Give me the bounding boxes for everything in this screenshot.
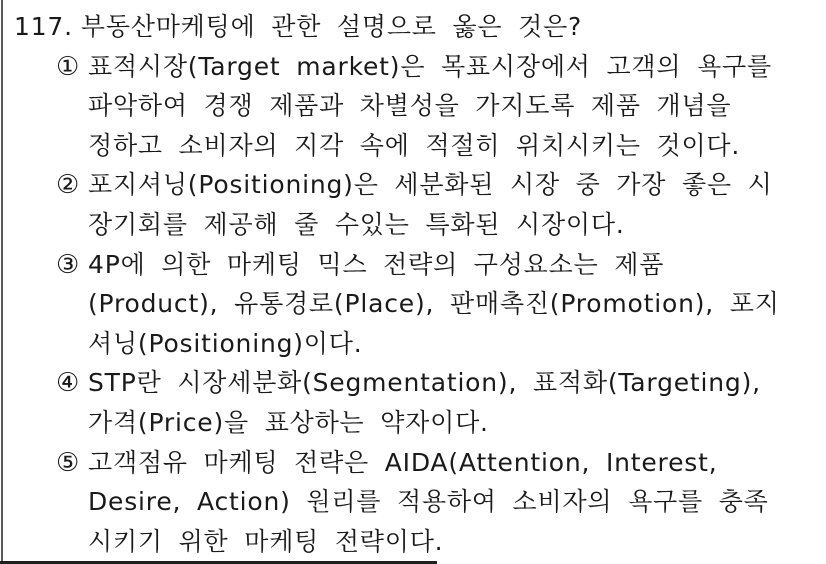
choice-line-text: 셔닝(Positioning)이다. <box>88 328 363 358</box>
choice-5-line-2 <box>14 482 820 522</box>
choice-2-line-2 <box>14 205 820 245</box>
question-title-line <box>14 7 820 47</box>
choice-line-text: 장기회를 제공해 줄 수있는 특화된 시장이다. <box>88 209 625 239</box>
choice-4-marker: ④ <box>56 368 81 399</box>
choice-line-text: (Product), 유통경로(Place), 판매촉진(Promotion), 포지 <box>88 289 780 319</box>
question-title: 부동산마케팅에 관한 설명으로 옳은 것은? <box>80 12 583 41</box>
choice-1-marker: ① <box>56 51 81 82</box>
choice-3-marker: ③ <box>56 249 81 280</box>
choice-line-text: 표적시장(Target market)은 목표시장에서 고객의 욕구를 <box>88 51 772 81</box>
choice-5-line-1 <box>14 443 820 483</box>
choice-3-line-2 <box>14 284 820 324</box>
question-number: 117. <box>14 12 73 41</box>
choice-line-text: 4P에 의한 마케팅 믹스 전략의 구성요소는 제품 <box>88 249 665 279</box>
choice-3-line-1 <box>14 245 820 285</box>
choice-line-text: 정하고 소비자의 지각 속에 적절히 위치시키는 것이다. <box>88 130 741 160</box>
choice-line-text: 가격(Price)을 표상하는 약자이다. <box>88 407 489 437</box>
choice-line-text: 파악하여 경쟁 제품과 차별성을 가지도록 제품 개념을 <box>88 91 732 121</box>
choice-line-text: STP란 시장세분화(Segmentation), 표적화(Targeting), <box>88 368 761 398</box>
choice-1-line-1 <box>14 47 820 87</box>
left-border-line <box>1 0 3 564</box>
choice-4-line-1 <box>14 363 820 403</box>
choice-2-line-1 <box>14 165 820 205</box>
choice-line-text: 고객점유 마케팅 전략은 AIDA(Attention, Interest, <box>88 447 718 477</box>
choice-5-line-3 <box>14 522 820 562</box>
choice-1-line-2 <box>14 86 820 126</box>
choice-line-text: 시키기 위한 마케팅 전략이다. <box>88 526 444 556</box>
choice-4-line-2 <box>14 403 820 443</box>
choice-line-text: Desire, Action) 원리를 적용하여 소비자의 욕구를 충족 <box>88 487 769 517</box>
choice-2-marker: ② <box>56 170 81 201</box>
question-block <box>14 7 820 561</box>
choice-1-line-3 <box>14 126 820 166</box>
choice-3-line-3 <box>14 324 820 364</box>
choice-line-text: 포지셔닝(Positioning)은 세분화된 시장 중 가장 좋은 시 <box>88 170 773 200</box>
choice-5-marker: ⑤ <box>56 447 81 478</box>
